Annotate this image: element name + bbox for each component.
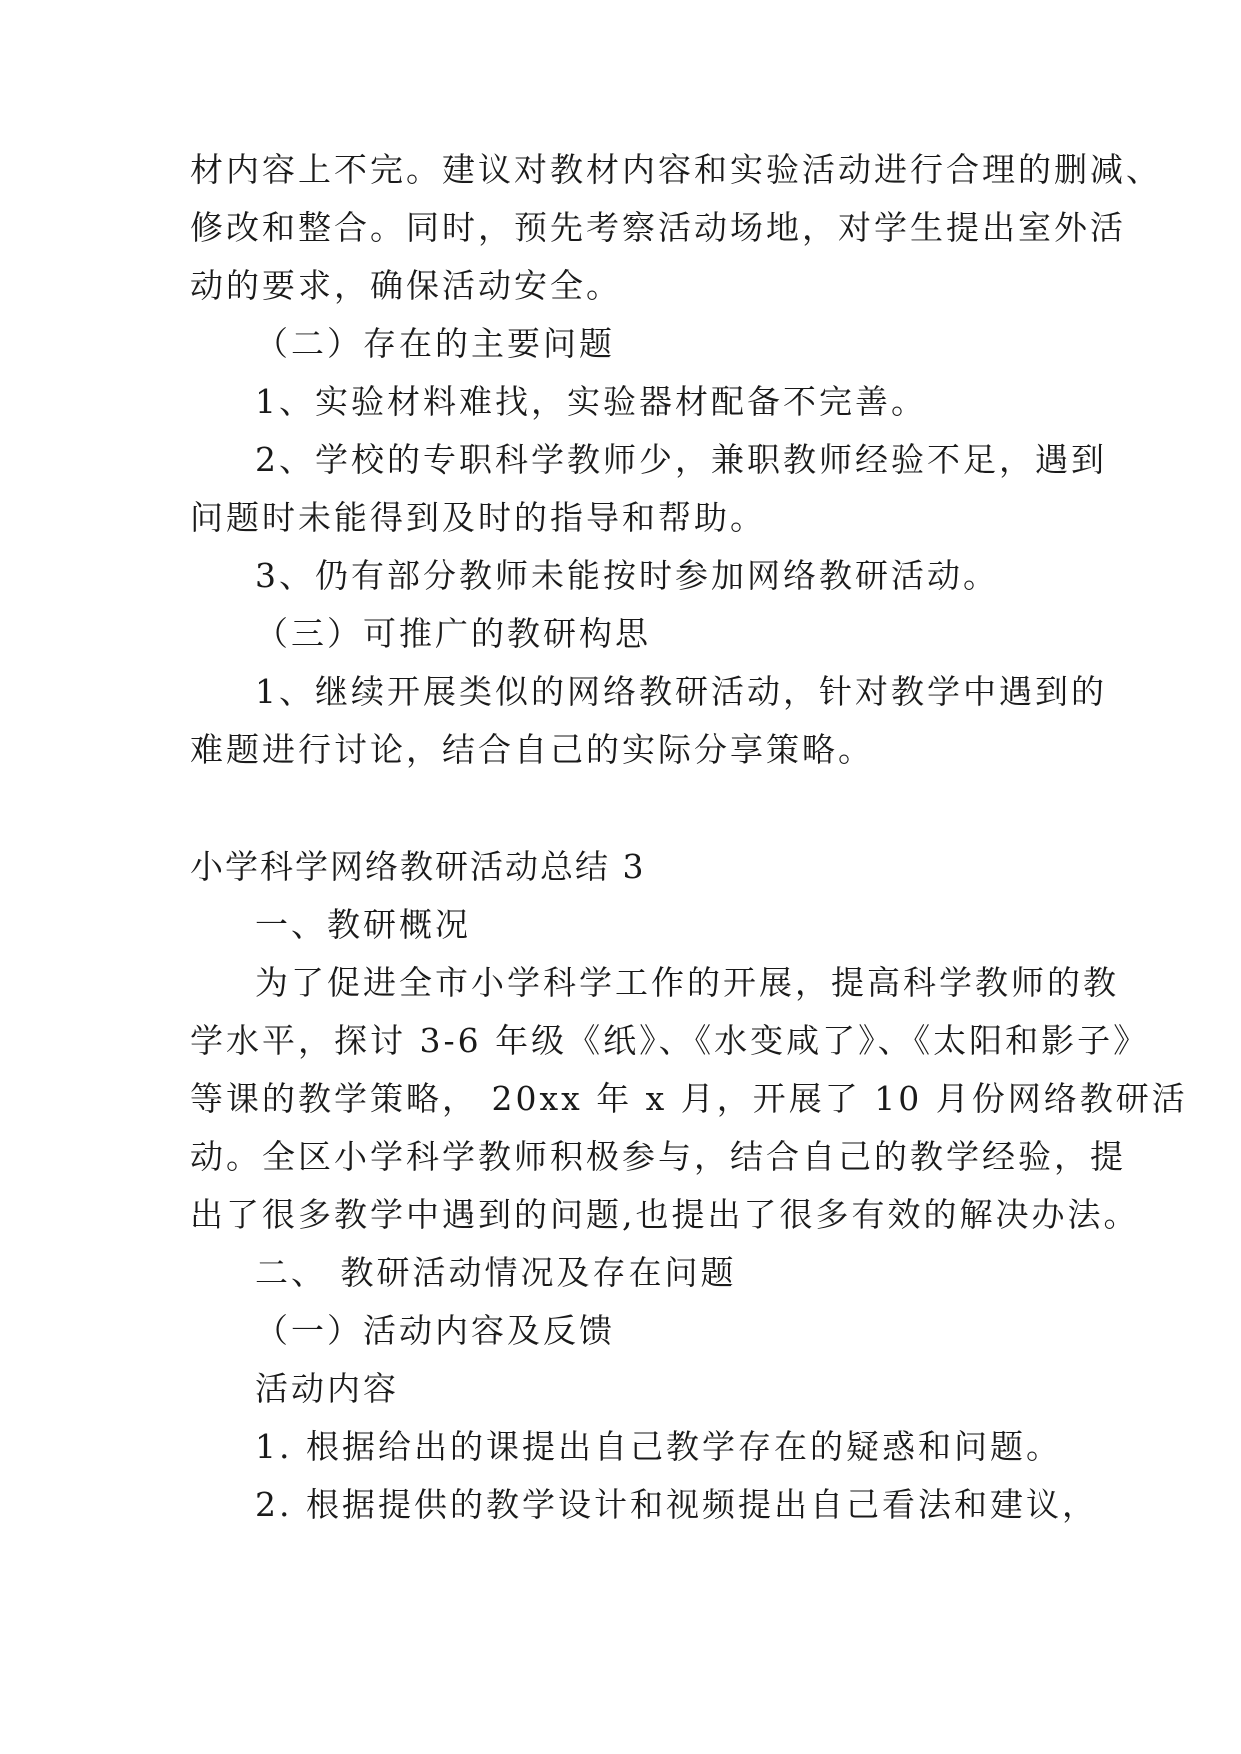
section-heading: 二、 教研活动情况及存在问题: [255, 1253, 737, 1292]
list-item: 3、仍有部分教师未能按时参加网络教研活动。: [255, 556, 999, 595]
paragraph-line: 材内容上不完。建议对教材内容和实验活动进行合理的删减、: [190, 150, 1162, 189]
section-heading: （三）可推广的教研构思: [255, 614, 651, 653]
list-item: 2. 根据提供的教学设计和视频提出自己看法和建议，: [255, 1485, 1098, 1524]
list-item: 2、学校的专职科学教师少，兼职教师经验不足，遇到: [255, 440, 1107, 479]
list-item: 1、继续开展类似的网络教研活动，针对教学中遇到的: [255, 672, 1107, 711]
section-heading: （二）存在的主要问题: [255, 324, 615, 363]
document-title: 小学科学网络教研活动总结 3: [190, 847, 646, 886]
paragraph-line: 问题时未能得到及时的指导和帮助。: [190, 498, 766, 537]
paragraph-line: 动的要求，确保活动安全。: [190, 266, 622, 305]
list-item: 1、实验材料难找，实验器材配备不完善。: [255, 382, 927, 421]
paragraph-line: 学水平，探讨 3-6 年级《纸》、《水变咸了》、《太阳和影子》: [190, 1021, 1150, 1060]
paragraph-line: 难题进行讨论，结合自己的实际分享策略。: [190, 730, 874, 769]
paragraph-line: 等课的教学策略， 20xx 年 x 月，开展了 10 月份网络教研活: [190, 1079, 1188, 1118]
paragraph-line: 修改和整合。同时，预先考察活动场地，对学生提出室外活: [190, 208, 1126, 247]
list-item: 1. 根据给出的课提出自己教学存在的疑惑和问题。: [255, 1427, 1062, 1466]
paragraph-line: 动。全区小学科学教师积极参与，结合自己的教学经验，提: [190, 1137, 1126, 1176]
paragraph-line: 为了促进全市小学科学工作的开展，提高科学教师的教: [255, 963, 1119, 1002]
section-heading: 一、教研概况: [255, 905, 471, 944]
section-heading: （一）活动内容及反馈: [255, 1311, 615, 1350]
paragraph-line: 活动内容: [255, 1369, 399, 1408]
paragraph-line: 出了很多教学中遇到的问题,也提出了很多有效的解决办法。: [190, 1195, 1140, 1234]
